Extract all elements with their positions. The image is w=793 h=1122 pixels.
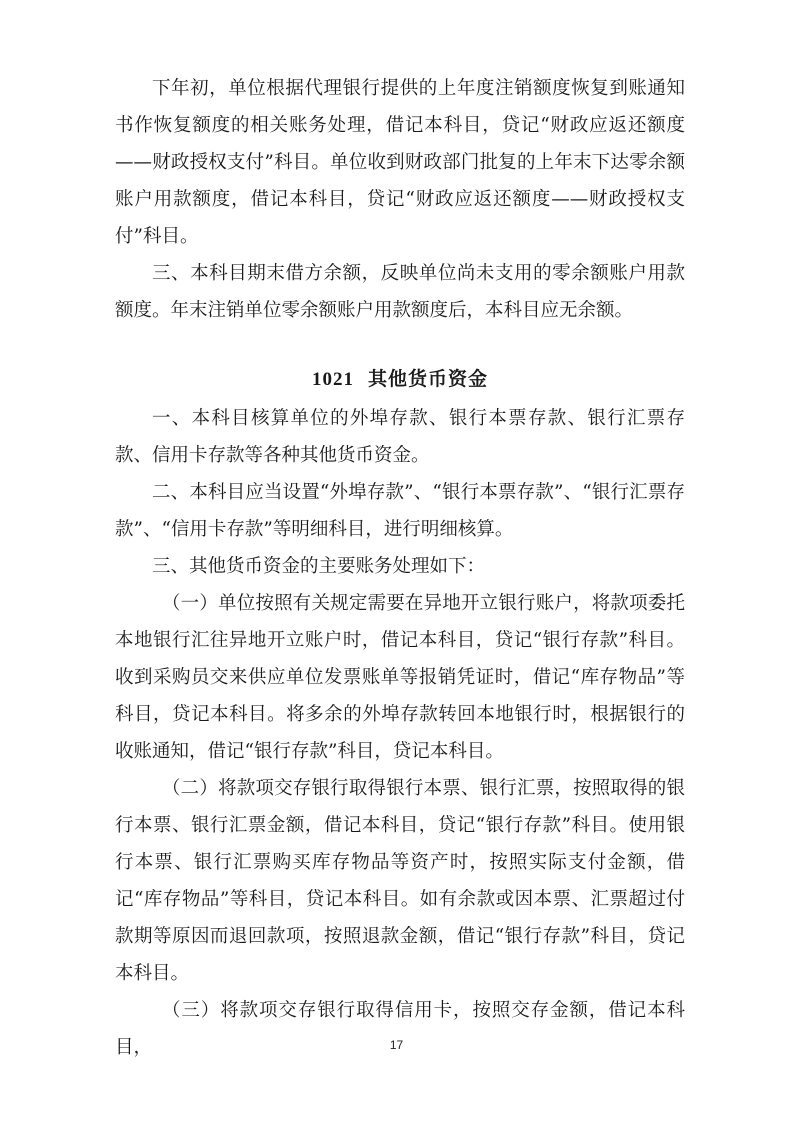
page-content <box>115 70 685 1066</box>
section-title: 其他货币资金 <box>367 368 488 390</box>
paragraph-main-treatment-intro: 三、其他货币资金的主要账务处理如下： <box>152 556 486 577</box>
section-heading <box>115 359 685 400</box>
paragraph-item-1: （一）单位按照有关规定需要在异地开立银行账户，将款项委托本地银行汇往异地开立账户时，借记本科目，贷记“银行存款”科目。收到采购员交来供应单位发票账单等报销凭证时，借记“库存物品”等科目，贷记本科目。将多余的外埠存款转回本地银行时，根据银行的收账通知，借记“银行存款”科目，贷记本科目。 <box>115 593 685 762</box>
paragraph-subaccounts: 二、本科目应当设置“外埠存款”、“银行本票存款”、“银行汇票存款”、“信用卡存款”等明细科目，进行明细核算。 <box>115 482 685 540</box>
paragraph-item-3: （三）将款项交存银行取得信用卡，按照交存金额，借记本科目， <box>115 1000 685 1058</box>
paragraph-item-2: （二）将款项交存银行取得银行本票、银行汇票，按照取得的银行本票、银行汇票金额，借记本科目，贷记“银行存款”科目。使用银行本票、银行汇票购买库存物品等资产时，按照实际支付金额，借记“库存物品”等科目，贷记本科目。如有余款或因本票、汇票超过付款期等原因而退回款项，按照退款金额，借记“银行存款”科目，贷记本科目。 <box>115 778 685 984</box>
page-number: 17 <box>389 1038 404 1052</box>
paragraph-year-start-restore: 下年初，单位根据代理银行提供的上年度注销额度恢复到账通知书作恢复额度的相关账务处理，借记本科目，贷记“财政应返还额度——财政授权支付”科目。单位收到财政部门批复的上年末下达零余额账户用款额度，借记本科目，贷记“财政应返还额度——财政授权支付”科目。 <box>115 78 685 247</box>
paragraph-period-end-balance: 三、本科目期末借方余额，反映单位尚未支用的零余额账户用款额度。年末注销单位零余额账户用款额度后，本科目应无余额。 <box>115 263 685 321</box>
section-spacer <box>115 329 685 359</box>
paragraph-scope: 一、本科目核算单位的外埠存款、银行本票存款、银行汇票存款、信用卡存款等各种其他货币资金。 <box>115 408 685 466</box>
section-code: 1021 <box>311 369 354 390</box>
